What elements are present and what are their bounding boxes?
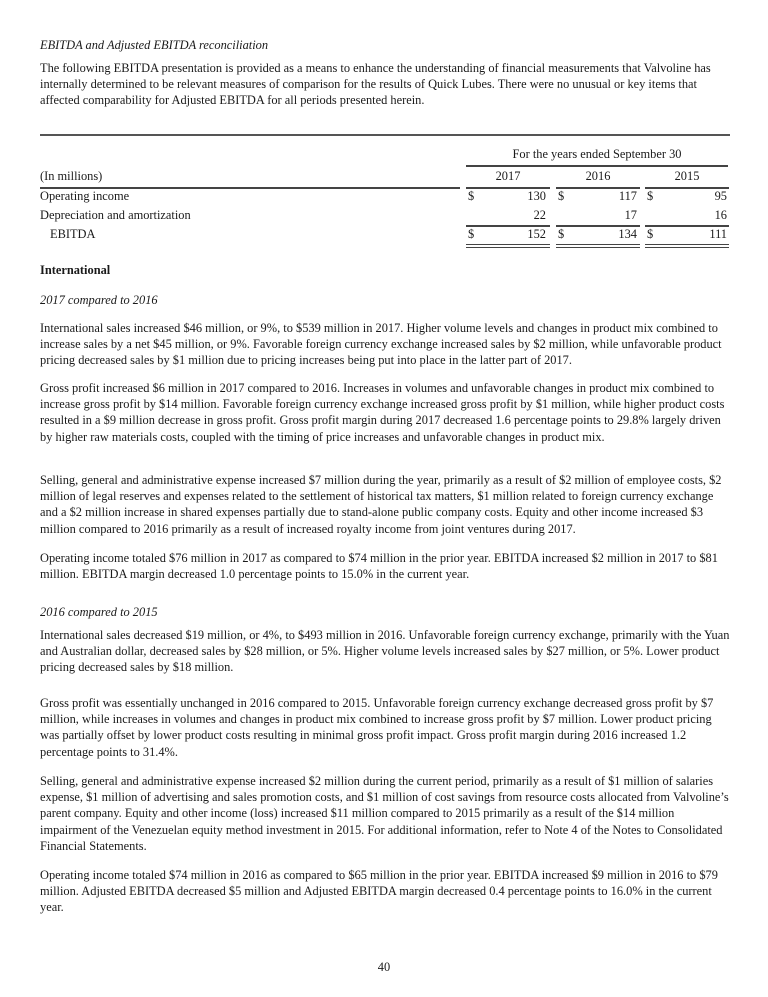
cell-value: 16 <box>714 208 727 222</box>
paragraph: Gross profit was essentially unchanged in 2016 compared to 2015. Unfavorable foreign currency exchange decreased gross profit by $7 million, while increases in volumes and changes in product mix combined to increase gross profit by $7 million. Lower product pricing was partially offset by lower product costs resulting in minimal gross profit impact. Gross profit margin during 2016 increased 1.2 percentage points to 31.4%. <box>40 696 714 759</box>
table-top-rule <box>40 134 730 136</box>
section-heading: EBITDA and Adjusted EBITDA reconciliation <box>40 38 269 52</box>
currency-symbol: $ <box>468 189 475 203</box>
currency-symbol: $ <box>647 189 654 203</box>
cell-value: 134 <box>618 227 637 241</box>
page-number: 40 <box>377 960 391 974</box>
row-label: Operating income <box>40 189 130 203</box>
year-header: 2017 <box>495 169 521 183</box>
international-heading: International <box>40 263 111 277</box>
paragraph: Gross profit increased $6 million in 2017 compared to 2016. Increases in volumes and unfavorable changes in product mix combined to increase gross profit by $14 million. Favorable foreign currency exchange increased gross profit by $1 million, while higher product costs resulted in a $9 million decrease in gross profit. Gross profit margin during 2017 decreased 1.6 percentage points to 29.8% largely driven by higher raw materials costs, coupled with the timing of price increases and unfavorable changes in product mix. <box>40 381 725 444</box>
cell-value: 130 <box>527 189 546 203</box>
paragraph: Operating income totaled $76 million in 2017 as compared to $74 million in the prior year. EBITDA increased $2 million in 2017 to $81 million. EBITDA margin decreased 1.0 percentage points to 15.0% in the current year. <box>40 551 718 582</box>
currency-symbol: $ <box>558 227 565 241</box>
table-row <box>40 207 730 225</box>
paragraph: Operating income totaled $74 million in 2016 as compared to $65 million in the prior year. EBITDA increased $9 million in 2016 to $79 million. Adjusted EBITDA decreased $5 million and Adjusted EBITDA margin decreased 0.4 percentage points to 16.0% in the current year. <box>40 868 718 915</box>
currency-symbol: $ <box>647 227 654 241</box>
row-label: Depreciation and amortization <box>40 208 191 222</box>
cell-value: 22 <box>533 208 546 222</box>
table-row-total <box>40 226 730 244</box>
total-double-rule <box>645 244 729 248</box>
cell-value: 17 <box>624 208 637 222</box>
table-header-row <box>40 168 730 186</box>
total-double-rule <box>556 244 640 248</box>
currency-symbol: $ <box>558 189 565 203</box>
cell-value: 117 <box>618 189 637 203</box>
table-group-header: For the years ended September 30 <box>512 147 682 161</box>
paragraph: International sales increased $46 million, or 9%, to $539 million in 2017. Higher volume levels and changes in product mix combined to increase sales by a net $45 million, or 9%. Favorable foreign currency exchange increased sales by $2 million, while unfavorable product pricing decreased sales by $1 million due to pricing increases being put into place in the latter part of 2017. <box>40 321 722 368</box>
subsection-heading-2017: 2017 compared to 2016 <box>40 293 158 307</box>
currency-symbol: $ <box>468 227 475 241</box>
total-double-rule <box>466 244 550 248</box>
cell-value: 111 <box>709 227 727 241</box>
units-label: (In millions) <box>40 169 103 183</box>
year-header: 2016 <box>585 169 611 183</box>
group-header-rule <box>466 165 728 167</box>
cell-value: 152 <box>527 227 546 241</box>
intro-paragraph: The following EBITDA presentation is provided as a means to enhance the understanding of financial measurements that Valvoline has internally determined to be relevant measures of comparison for the results of Quick Lubes. There were no unusual or key items that affected comparability for Adjusted EBITDA for all periods presented herein. <box>40 61 711 108</box>
row-label: EBITDA <box>50 227 96 241</box>
table-row <box>40 188 730 206</box>
paragraph: International sales decreased $19 million, or 4%, to $493 million in 2016. Unfavorable foreign currency exchange, primarily with the Yuan and Australian dollar, decreased sales by $28 million, or 5%. Higher volume levels increased sales by $27 million, or 5%. Lower product pricing decreased sales by $18 million. <box>40 628 730 675</box>
subsection-heading-2016: 2016 compared to 2015 <box>40 605 158 619</box>
paragraph: Selling, general and administrative expense increased $7 million during the year, primarily as a result of $2 million of employee costs, $2 million of legal reserves and expenses related to the settlement of historical tax matters, $1 million related to foreign currency exchange and a $2 million increase in shared expenses partially due to stand-alone public company costs. Equity and other income increased $3 million compared to 2016 primarily as a result of increased royalty income from joint ventures during 2017. <box>40 473 722 536</box>
cell-value: 95 <box>714 189 727 203</box>
paragraph: Selling, general and administrative expense increased $2 million during the current period, primarily as a result of $1 million of salaries expense, $1 million of advertising and sales promotion costs, and $1 million of cost savings from resource costs allocated from Valvoline’s parent company. Equity and other income (loss) increased $11 million compared to 2015 primarily as a result of the $14 million impairment of the Venezuelan equity method investment in 2015. For additional information, refer to Note 4 of the Notes to Consolidated Financial Statements. <box>40 774 729 853</box>
year-header: 2015 <box>674 169 700 183</box>
